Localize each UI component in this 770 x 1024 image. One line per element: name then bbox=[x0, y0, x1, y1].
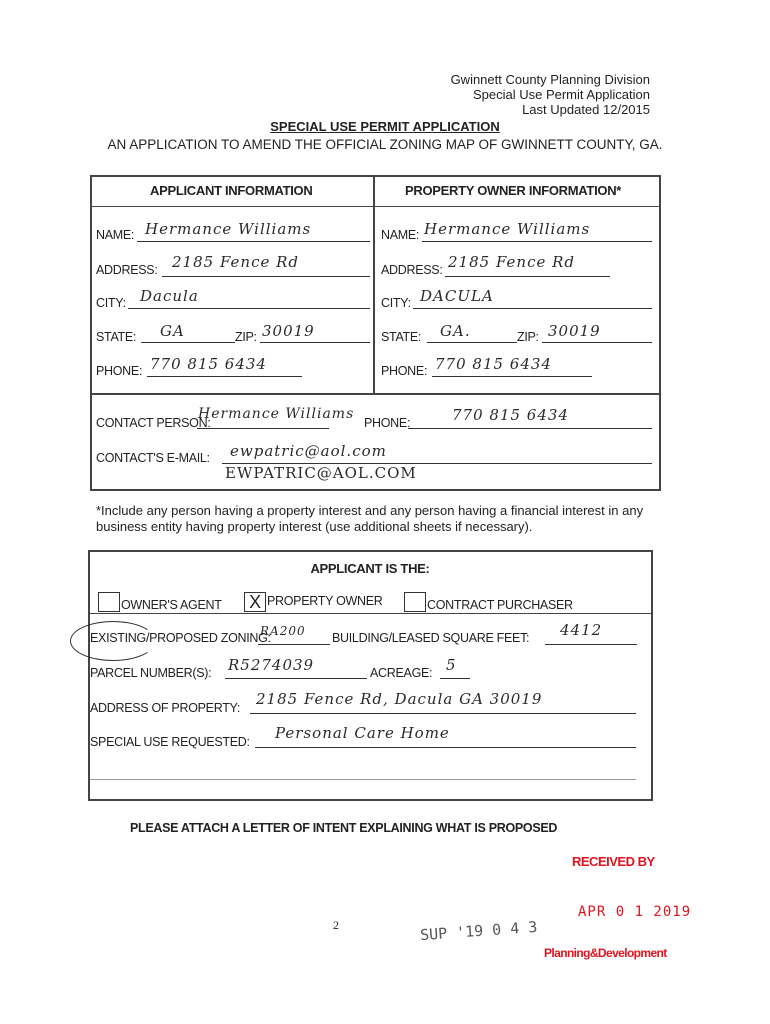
applicant-state[interactable]: GA bbox=[160, 322, 185, 340]
form-title: SPECIAL USE PERMIT APPLICATION bbox=[270, 119, 500, 134]
checkbox-property-owner[interactable]: X bbox=[244, 592, 266, 612]
stamp-dept: Planning&Development bbox=[544, 946, 667, 960]
owner-phone-label: PHONE: bbox=[381, 364, 428, 378]
owner-name[interactable]: Hermance Williams bbox=[424, 220, 591, 238]
applicant-state-label: STATE: bbox=[96, 330, 137, 344]
owner-heading: PROPERTY OWNER INFORMATION* bbox=[405, 183, 622, 198]
applicant-name-label: NAME: bbox=[96, 228, 135, 242]
parcel-value[interactable]: R5274039 bbox=[228, 656, 315, 674]
option-label: PROPERTY OWNER bbox=[267, 594, 383, 608]
contact-email-2[interactable]: EWPATRIC@AOL.COM bbox=[225, 464, 417, 482]
option-label: CONTRACT PURCHASER bbox=[427, 598, 573, 612]
owner-address-label: ADDRESS: bbox=[381, 263, 443, 277]
contact-email-label: CONTACT'S E-MAIL: bbox=[96, 451, 210, 465]
sqft-label: BUILDING/LEASED SQUARE FEET: bbox=[332, 631, 530, 645]
contact-email[interactable]: ewpatric@aol.com bbox=[230, 442, 387, 460]
owner-address[interactable]: 2185 Fence Rd bbox=[448, 253, 576, 271]
contact-person-label: CONTACT PERSON: bbox=[96, 416, 211, 430]
owner-name-label: NAME: bbox=[381, 228, 420, 242]
case-number-stamp: SUP '19 0 4 3 bbox=[419, 917, 538, 945]
stamp-date: APR 0 1 2019 bbox=[578, 904, 692, 920]
acreage-value[interactable]: 5 bbox=[446, 656, 457, 674]
zoning-value[interactable]: RA200 bbox=[260, 624, 306, 638]
form-subtitle: AN APPLICATION TO AMEND THE OFFICIAL ZONING MAP OF GWINNETT COUNTY, GA. bbox=[107, 137, 663, 152]
owner-phone[interactable]: 770 815 6434 bbox=[435, 355, 552, 373]
owner-zip[interactable]: 30019 bbox=[548, 322, 601, 340]
owner-zip-label: ZIP: bbox=[517, 330, 539, 344]
checkbox-contract-purchaser[interactable] bbox=[404, 592, 426, 612]
checkbox-owners-agent[interactable] bbox=[98, 592, 120, 612]
page-number: 2 bbox=[333, 918, 339, 932]
applicant-city-label: CITY: bbox=[96, 296, 126, 310]
stamp-received: RECEIVED BY bbox=[572, 854, 655, 869]
header-form: Special Use Permit Application bbox=[472, 87, 650, 102]
applicant-phone[interactable]: 770 815 6434 bbox=[150, 355, 267, 373]
applicant-heading: APPLICANT INFORMATION bbox=[150, 183, 313, 198]
option-contract-purchaser[interactable] bbox=[404, 592, 573, 612]
option-label: OWNER'S AGENT bbox=[121, 598, 222, 612]
attach-note: PLEASE ATTACH A LETTER OF INTENT EXPLAINING WHAT IS PROPOSED bbox=[130, 821, 558, 835]
applicant-is-heading: APPLICANT IS THE: bbox=[310, 561, 430, 576]
owner-state[interactable]: GA. bbox=[440, 322, 471, 340]
option-owners-agent[interactable] bbox=[98, 592, 222, 612]
acreage-label: ACREAGE: bbox=[370, 666, 433, 680]
header-org: Gwinnett County Planning Division bbox=[450, 72, 650, 87]
special-use-label: SPECIAL USE REQUESTED: bbox=[90, 735, 250, 749]
zoning-label: EXISTING/PROPOSED ZONING: bbox=[90, 631, 271, 645]
applicant-city[interactable]: Dacula bbox=[140, 287, 199, 305]
applicant-phone-label: PHONE: bbox=[96, 364, 143, 378]
contact-phone[interactable]: 770 815 6434 bbox=[452, 406, 569, 424]
property-address-value[interactable]: 2185 Fence Rd, Dacula GA 30019 bbox=[256, 690, 543, 708]
owner-city[interactable]: DACULA bbox=[420, 287, 494, 305]
contact-person[interactable]: Hermance Williams bbox=[198, 406, 355, 422]
applicant-address[interactable]: 2185 Fence Rd bbox=[172, 253, 300, 271]
owner-state-label: STATE: bbox=[381, 330, 422, 344]
applicant-zip[interactable]: 30019 bbox=[262, 322, 315, 340]
property-address-label: ADDRESS OF PROPERTY: bbox=[90, 701, 241, 715]
header-updated: Last Updated 12/2015 bbox=[522, 102, 650, 117]
parcel-label: PARCEL NUMBER(S): bbox=[90, 666, 212, 680]
sqft-value[interactable]: 4412 bbox=[560, 621, 603, 639]
contact-phone-label: PHONE: bbox=[364, 416, 411, 430]
special-use-value[interactable]: Personal Care Home bbox=[275, 724, 450, 742]
footnote: *Include any person having a property interest and any person having a financial interest in any business entity having property interest (use additional sheets if necessary). bbox=[96, 503, 644, 534]
owner-city-label: CITY: bbox=[381, 296, 411, 310]
option-property-owner[interactable] bbox=[244, 592, 383, 612]
applicant-address-label: ADDRESS: bbox=[96, 263, 158, 277]
applicant-zip-label: ZIP: bbox=[235, 330, 257, 344]
applicant-name[interactable]: Hermance Williams bbox=[145, 220, 312, 238]
